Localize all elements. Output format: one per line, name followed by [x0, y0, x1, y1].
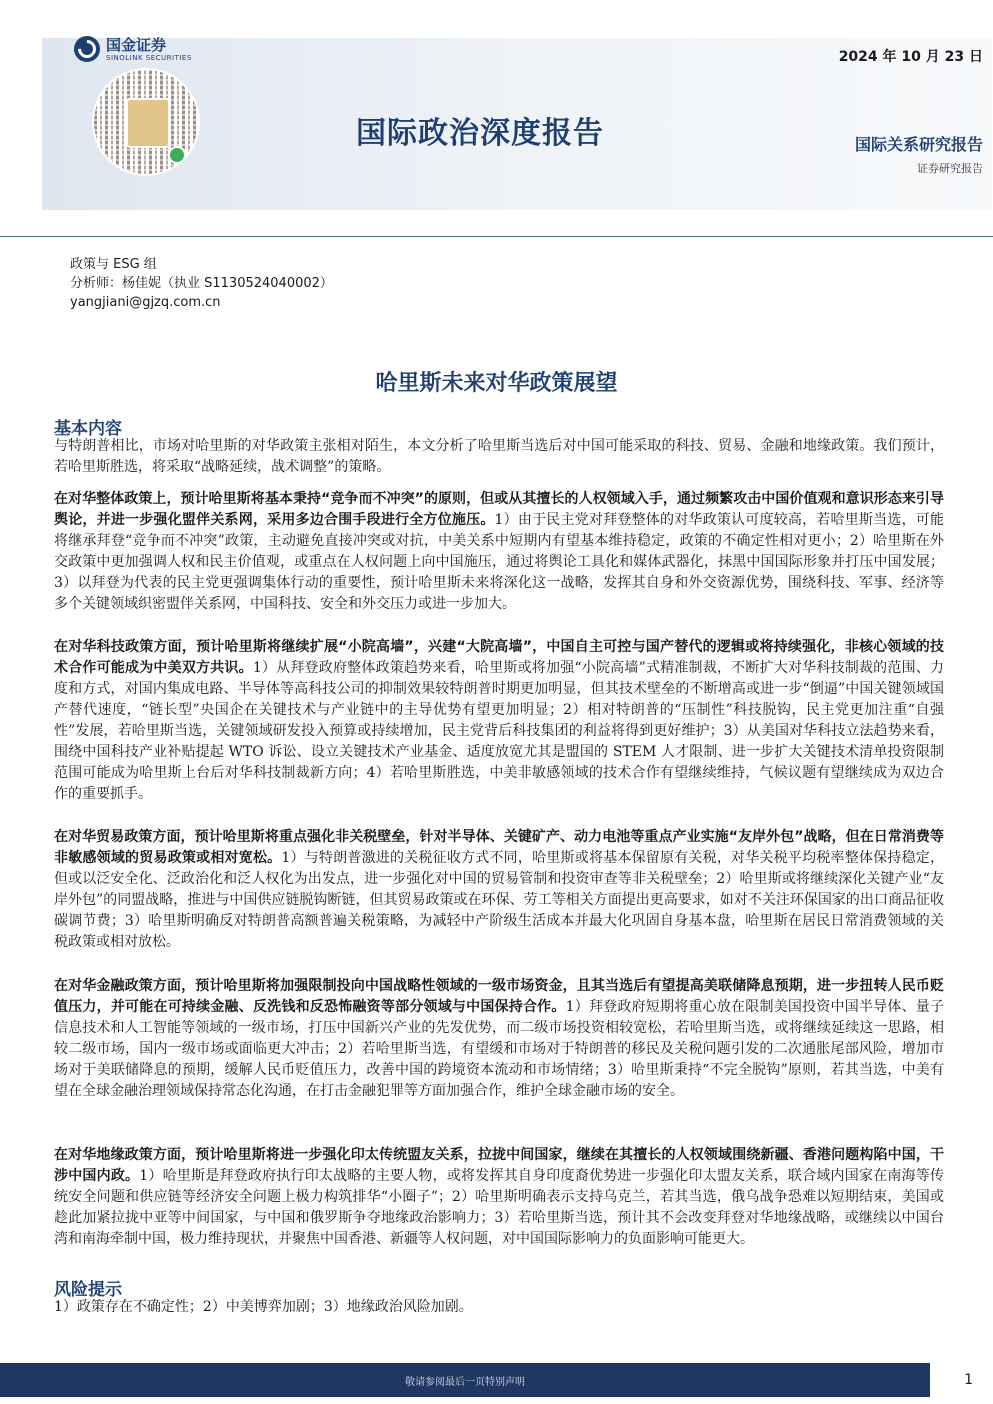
logo-cn: 国金证券 [106, 35, 167, 54]
geo-policy-summary: 在对华地缘政策方面，预计哈里斯将进一步强化印太传统盟友关系，拉拢中间国家，继续在其擅长的人权领域围绕新疆、香港问题构陷中国，干涉中国内政。 [54, 1147, 944, 1184]
trade-policy-summary: 在对华贸易政策方面，预计哈里斯将重点强化非关税壁垒，针对半导体、关键矿产、动力电池等重点产业实施“友岸外包”战略，但在日常消费等非敏感领域的贸易政策或相对宽松。 [54, 829, 944, 866]
geo-policy-detail: 1）哈里斯是拜登政府执行印太战略的主要人物，或将发挥其自身印度裔优势进一步强化印太盟友关系，联合域内国家在南海等传统安全问题和供应链等经济安全问题上极力构筑排华“小圈子”；2）哈里斯明确表示支持乌克兰，若其当选，俄乌战争恐难以短期结束，美国或趁此加紧拉拢中亚等中间国家，与中国和俄罗斯争夺地缘政治影响力；3）若哈里斯当选，预计其不会改变拜登对华地缘战略，或继续以中国台湾和南海牵制中国，极力维持现状，并聚焦中国香港、新疆等人权问题，对中国国际影响力的负面影响可能更大。 [54, 1168, 945, 1247]
footer-disclaimer[interactable]: 敬请参阅最后一页特别声明 [405, 1376, 525, 1388]
author-block [70, 255, 333, 312]
overall-policy-summary: 在对华整体政策上，预计哈里斯将基本秉持“竞争而不冲突”的原则，但或从其擅长的人权领域入手，通过频繁攻击中国价值观和意识形态来引导舆论，并进一步强化盟伴关系网，采用多边合围手段进行全方位施压。 [54, 491, 944, 528]
tech-policy-summary: 在对华科技政策方面，预计哈里斯将继续扩展“小院高墙”，兴建“大院高墙”，中国自主可控与国产替代的逻辑或将持续强化，非核心领域的技术合作可能成为中美双方共识。 [54, 639, 944, 676]
finance-policy-detail: 1）拜登政府短期将重心放在限制美国投资中国半导体、量子信息技术和人工智能等领域的一级市场，打压中国新兴产业的先发优势，而二级市场投资相较宽松，若哈里斯当选，或将继续延续这一思路，相较二级市场，国内一级市场或面临更大冲击；2）若哈里斯当选，有望缓和市场对于特朗普的移民及关税问题引发的二次通胀尾部风险，增加市场对于美联储降息的预期，缓解人民币贬值压力，改善中国的跨境资本流动和市场情绪；3）哈里斯秉持“不完全脱钩”原则，若其当选，中美有望在全球金融治理领域保持常态化沟通，在打击金融犯罪等方面加强合作，维护全球金融市场的安全。 [54, 999, 945, 1099]
logo-en: SINOLINK SECURITIES [106, 53, 192, 62]
finance-policy-paragraph [54, 976, 944, 1102]
qr-code-icon[interactable] [92, 68, 200, 176]
page-number: 1 [964, 1372, 973, 1388]
risk-text: 1）政策存在不确定性；2）中美博弈加剧；3）地缘政治风险加剧。 [54, 1299, 473, 1315]
risk-heading: 风险提示 [54, 1280, 122, 1300]
overall-policy-detail: 1）由于民主党对拜登整体的对华政策认可度较高，若哈里斯当选，可能将继承拜登“竞争而不冲突”政策，主动避免直接冲突或对抗，中美关系中短期内有望基本维持稳定，政策的不确定性相对更小；2）哈里斯在外交政策中更加强调人权和民主价值观，或重点在人权问题上向中国施压，通过将舆论工具化和媒体武器化，抹黑中国国际形象并打压中国发展；3）以拜登为代表的民主党更强调集体行动的重要性，预计哈里斯未来将深化这一战略，发挥其自身和外交资源优势，围绕科技、军事、经济等多个关键领域织密盟伴关系网，中国科技、安全和外交压力或进一步加大。 [54, 512, 944, 612]
report-date: 2024 年 10 月 23 日 [838, 49, 983, 65]
report-category: 国际关系研究报告 [854, 135, 983, 154]
document-title: 哈里斯未来对华政策展望 [375, 371, 618, 396]
footer-band [0, 1363, 930, 1397]
intro-paragraph: 与特朗普相比，市场对哈里斯的对华政策主张相对陌生，本文分析了哈里斯当选后对中国可能采取的科技、贸易、金融和地缘政策。我们预计，若哈里斯胜选，将采取“战略延续，战术调整”的策略。 [54, 438, 944, 475]
tech-policy-detail: 1）从拜登政府整体政策趋势来看，哈里斯或将加强“小院高墙”式精准制裁，不断扩大对华科技制裁的范围、力度和方式，对国内集成电路、半导体等高科技公司的抑制效果较特朗普时期更加明显，但其技术壁垒的不断增高或进一步“倒逼”中国关键领域国产替代速度，“链长型”央国企在关键技术与产业链中的主导优势有望更加明显；2）相对特朗普的“压制性”科技脱钩，民主党更加注重“自强性”发展，若哈里斯当选，关键领域研发投入预算或持续增加，民主党背后科技集团的利益将得到更好维护；3）从美国对华科技立法趋势来看，围绕中国科技产业补贴提起 WTO 诉讼、设立关键技术产业基金、适度放宽尤其是盟国的 STEM 人才限制、进一步扩大关键技术清单投资限制范围可能成为哈里斯上台后对华科技制裁新方向；4）若哈里斯胜选，中美非敏感领域的技术合作有望继续维持，气候议题有望继续成为双边合作的重要抓手。 [54, 660, 944, 802]
geo-policy-paragraph [54, 1145, 944, 1250]
analyst-name: 分析师：杨佳妮（执业 S1130524040002） [70, 276, 333, 291]
miniprogram-icon [168, 146, 186, 164]
tech-policy-paragraph [54, 637, 944, 805]
basic-content-heading: 基本内容 [54, 419, 122, 439]
trade-policy-paragraph [54, 827, 944, 953]
report-subcategory: 证券研究报告 [917, 162, 983, 175]
trade-policy-detail: 1）与特朗普激进的关税征收方式不同，哈里斯或将基本保留原有关税，对华关税平均税率整体保持稳定，但或以泛安全化、泛政治化和泛人权化为出发点，进一步强化对中国的贸易管制和投资审查等非关税壁垒；2）哈里斯或将继续深化关键产业“友岸外包”的同盟战略，推进与中国供应链脱钩断链，但其贸易政策或在环保、劳工等相关方面提出更高要求，如对不关注环保国家的出口商品征收碳调节费；3）哈里斯明确反对特朗普高额普遍关税策略，为减轻中产阶级生活成本并最大化巩固自身基本盘，哈里斯在居民日常消费领域的关税政策或相对放松。 [54, 850, 945, 950]
header-divider [0, 236, 993, 237]
logo [74, 36, 192, 62]
finance-policy-summary: 在对华金融政策方面，预计哈里斯将加强限制投向中国战略性领域的一级市场资金，且其当选后有望提高美联储降息预期，进一步扭转人民币贬值压力，并可能在可持续金融、反洗钱和反恐怖融资等部分领域与中国保持合作。 [54, 978, 944, 1015]
analyst-email[interactable]: yangjiani@gjzq.com.cn [70, 295, 221, 310]
report-type-title: 国际政治深度报告 [356, 116, 604, 151]
research-group: 政策与 ESG 组 [70, 257, 157, 272]
logo-icon [74, 36, 100, 62]
overall-policy-paragraph [54, 489, 944, 615]
